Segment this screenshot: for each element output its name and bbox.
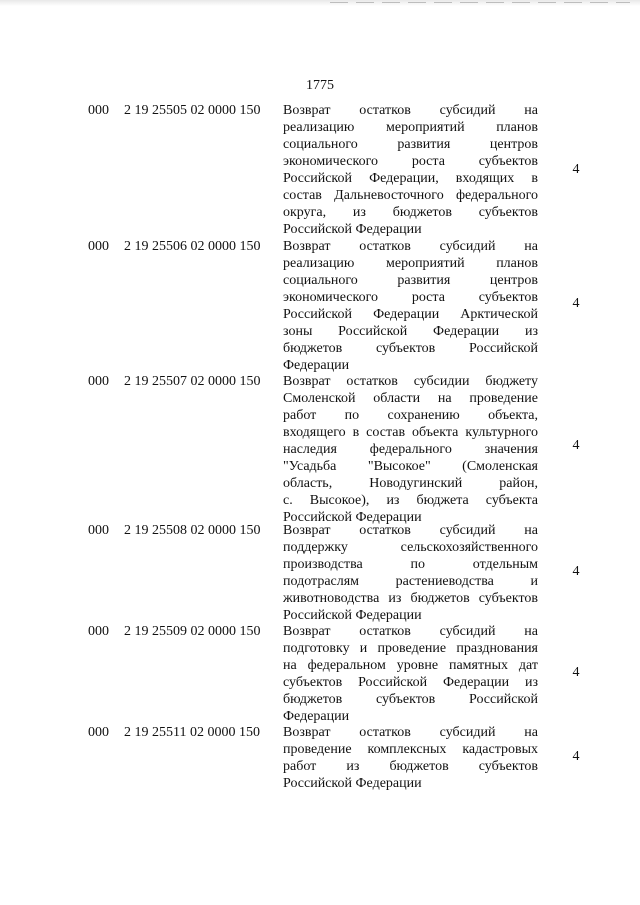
row-value: 4 bbox=[572, 438, 580, 453]
row-kbk-code: 2 19 25507 02 0000 150 bbox=[124, 374, 261, 389]
description-line: работ из бюджетов субъектов bbox=[283, 759, 538, 774]
row-kbk-code: 2 19 25506 02 0000 150 bbox=[124, 239, 261, 254]
description-line: округа, из бюджетов субъектов bbox=[283, 205, 538, 220]
row-value: 4 bbox=[572, 296, 580, 311]
row-code: 000 bbox=[88, 624, 109, 639]
description-line: состав Дальневосточного федерального bbox=[283, 188, 538, 203]
row-code: 000 bbox=[88, 239, 109, 254]
description-line: наследия федерального значения bbox=[283, 442, 538, 457]
description-line: Федерации bbox=[283, 709, 350, 724]
description-line: Российской Федерации bbox=[283, 608, 422, 623]
row-code: 000 bbox=[88, 103, 109, 118]
row-code: 000 bbox=[88, 725, 109, 740]
description-line: Возврат остатков субсидий на bbox=[283, 103, 538, 118]
description-line: бюджетов субъектов Российской bbox=[283, 692, 538, 707]
description-line: Возврат остатков субсидий на bbox=[283, 725, 538, 740]
description-line: производства по отдельным bbox=[283, 557, 538, 572]
description-line: Российской Федерации bbox=[283, 222, 422, 237]
description-line: с. Высокое), из бюджета субъекта bbox=[283, 493, 538, 508]
description-line: область, Новодугинский район, bbox=[283, 476, 538, 491]
description-line: подотраслям растениеводства и bbox=[283, 574, 538, 589]
description-line: социального развития центров bbox=[283, 273, 538, 288]
row-kbk-code: 2 19 25509 02 0000 150 bbox=[124, 624, 261, 639]
description-line: Возврат остатков субсидии бюджету bbox=[283, 374, 538, 389]
row-code: 000 bbox=[88, 374, 109, 389]
description-line: входящего в состав объекта культурного bbox=[283, 425, 538, 440]
description-line: поддержку сельскохозяйственного bbox=[283, 540, 538, 555]
scan-edge bbox=[0, 0, 640, 6]
row-value: 4 bbox=[572, 665, 580, 680]
row-code: 000 bbox=[88, 523, 109, 538]
description-line: бюджетов субъектов Российской bbox=[283, 341, 538, 356]
row-value: 4 bbox=[572, 564, 580, 579]
row-description bbox=[283, 238, 538, 374]
description-line: "Усадьба "Высокое" (Смоленская bbox=[283, 459, 538, 474]
row-description bbox=[283, 102, 538, 238]
row-value: 4 bbox=[572, 162, 580, 177]
description-line: реализацию мероприятий планов bbox=[283, 256, 538, 271]
row-description bbox=[283, 724, 538, 792]
description-line: Смоленской области на проведение bbox=[283, 391, 538, 406]
description-line: Российской Федерации Арктической bbox=[283, 307, 538, 322]
description-line: животноводства из бюджетов субъектов bbox=[283, 591, 538, 606]
page-number: 1775 bbox=[306, 78, 334, 93]
row-description bbox=[283, 623, 538, 725]
description-line: Возврат остатков субсидий на bbox=[283, 239, 538, 254]
description-line: Российской Федерации, входящих в bbox=[283, 171, 538, 186]
description-line: зоны Российской Федерации из bbox=[283, 324, 538, 339]
row-value: 4 bbox=[572, 749, 580, 764]
description-line: субъектов Российской Федерации из bbox=[283, 675, 538, 690]
row-description bbox=[283, 522, 538, 624]
row-kbk-code: 2 19 25505 02 0000 150 bbox=[124, 103, 261, 118]
description-line: Российской Федерации bbox=[283, 510, 422, 525]
description-line: на федеральном уровне памятных дат bbox=[283, 658, 538, 673]
description-line: работ по сохранению объекта, bbox=[283, 408, 538, 423]
description-line: проведение комплексных кадастровых bbox=[283, 742, 538, 757]
description-line: экономического роста субъектов bbox=[283, 290, 538, 305]
row-description bbox=[283, 373, 538, 526]
description-line: подготовку и проведение празднования bbox=[283, 641, 538, 656]
description-line: социального развития центров bbox=[283, 137, 538, 152]
description-line: реализацию мероприятий планов bbox=[283, 120, 538, 135]
row-kbk-code: 2 19 25511 02 0000 150 bbox=[124, 725, 260, 740]
description-line: Возврат остатков субсидий на bbox=[283, 624, 538, 639]
description-line: экономического роста субъектов bbox=[283, 154, 538, 169]
description-line: Возврат остатков субсидий на bbox=[283, 523, 538, 538]
row-kbk-code: 2 19 25508 02 0000 150 bbox=[124, 523, 261, 538]
description-line: Федерации bbox=[283, 358, 350, 373]
description-line: Российской Федерации bbox=[283, 776, 422, 791]
